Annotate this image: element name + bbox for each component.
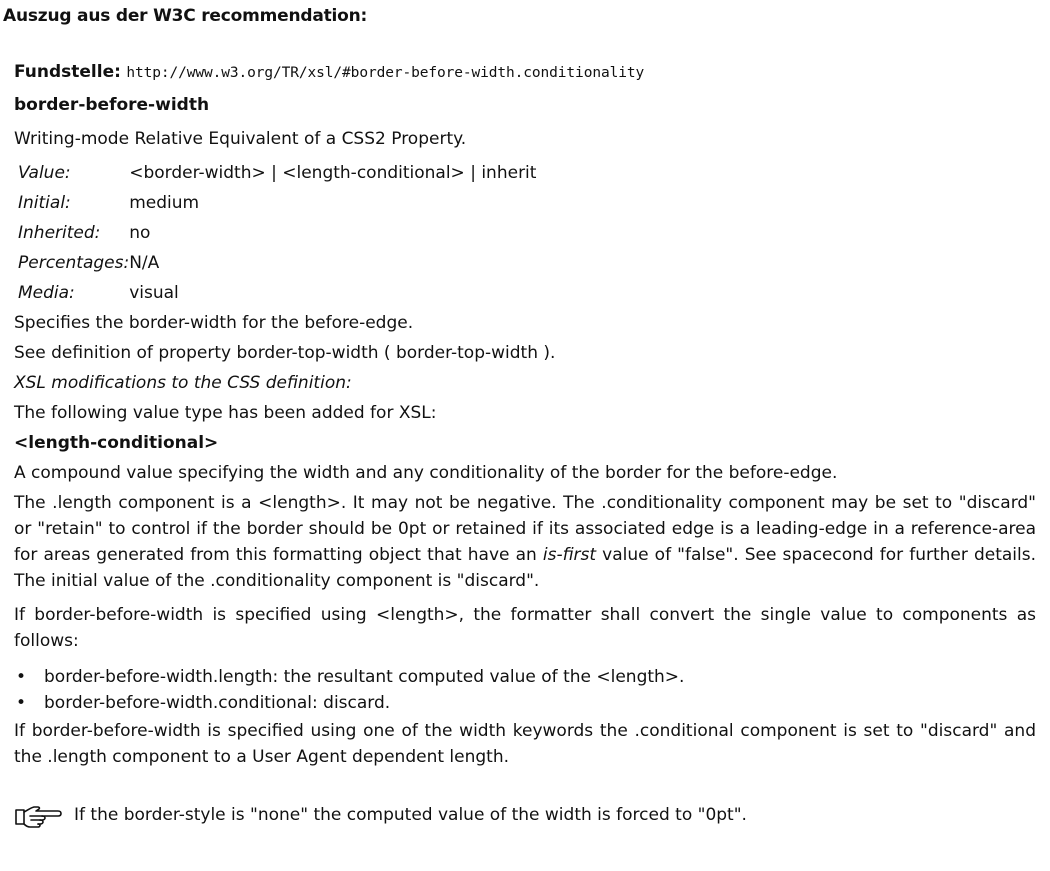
property-value: <border-width> | <length-conditional> | inherit	[129, 163, 537, 183]
xsl-modifications-label: XSL modifications to the CSS definition:	[14, 373, 352, 393]
bullet-icon: •	[16, 667, 27, 687]
if-keyword-paragraph: If border-before-width is specified using one of the width keywords the .conditional component is set to "discard" and the .length component to a User Agent dependent length.	[14, 721, 1036, 767]
property-key: Percentages:	[18, 253, 130, 273]
property-row-percentages	[18, 248, 536, 278]
added-value-type-text: The following value type has been added for XSL:	[14, 403, 437, 423]
property-value: no	[129, 223, 151, 243]
property-table	[18, 158, 536, 308]
bullet-icon: •	[16, 693, 27, 713]
list-item	[14, 664, 1036, 690]
length-para-before: The .length component is a <length>. It may not be negative. The .conditionality component may be set to "discard" or "retain" to control if the border should be 0pt or retained if its associated edge is a leading-edge in a reference-area for areas generated from this formatting object that have an	[14, 493, 1036, 565]
length-para-after: value of "false". See spacecond for further details. The initial value of the .conditionality component is "discard".	[14, 545, 1036, 591]
property-row-inherited	[18, 218, 536, 248]
property-row-media	[18, 278, 536, 308]
property-row-value	[18, 158, 536, 188]
note	[14, 800, 1036, 830]
property-key: Value:	[18, 163, 71, 183]
compound-value-text: A compound value specifying the width and any conditionality of the border for the before-edge.	[14, 463, 838, 483]
property-value: visual	[129, 283, 179, 303]
property-key: Initial:	[18, 193, 71, 213]
source-url: http://www.w3.org/TR/xsl/#border-before-width.conditionality	[126, 65, 645, 81]
source-reference	[14, 58, 1036, 86]
is-first-emphasis: is-first	[542, 545, 597, 565]
property-subtitle: Writing-mode Relative Equivalent of a CSS2 Property.	[14, 129, 467, 149]
property-key: Media:	[18, 283, 75, 303]
property-name: border-before-width	[14, 95, 210, 115]
property-key: Inherited:	[18, 223, 101, 243]
component-list	[14, 664, 1036, 716]
list-item	[14, 690, 1036, 716]
length-component-paragraph	[14, 490, 1036, 594]
pointing-hand-icon	[14, 804, 62, 828]
excerpt-content	[14, 58, 1036, 830]
page-heading: Auszug aus der W3C recommendation:	[3, 6, 368, 26]
source-label: Fundstelle:	[14, 62, 121, 82]
list-item-text: border-before-width.conditional: discard.	[44, 693, 391, 713]
specifies-text: Specifies the border-width for the before-edge.	[14, 313, 414, 333]
see-definition-text: See definition of property border-top-width ( border-top-width ).	[14, 343, 556, 363]
list-item-text: border-before-width.length: the resultant computed value of the <length>.	[44, 667, 685, 687]
property-value: medium	[129, 193, 200, 213]
note-text: If the border-style is "none" the computed value of the width is forced to "0pt".	[74, 805, 747, 825]
property-row-initial	[18, 188, 536, 218]
length-conditional-heading: <length-conditional>	[14, 433, 219, 453]
if-length-paragraph: If border-before-width is specified using <length>, the formatter shall convert the single value to components as follows:	[14, 605, 1036, 651]
property-value: N/A	[129, 253, 160, 273]
